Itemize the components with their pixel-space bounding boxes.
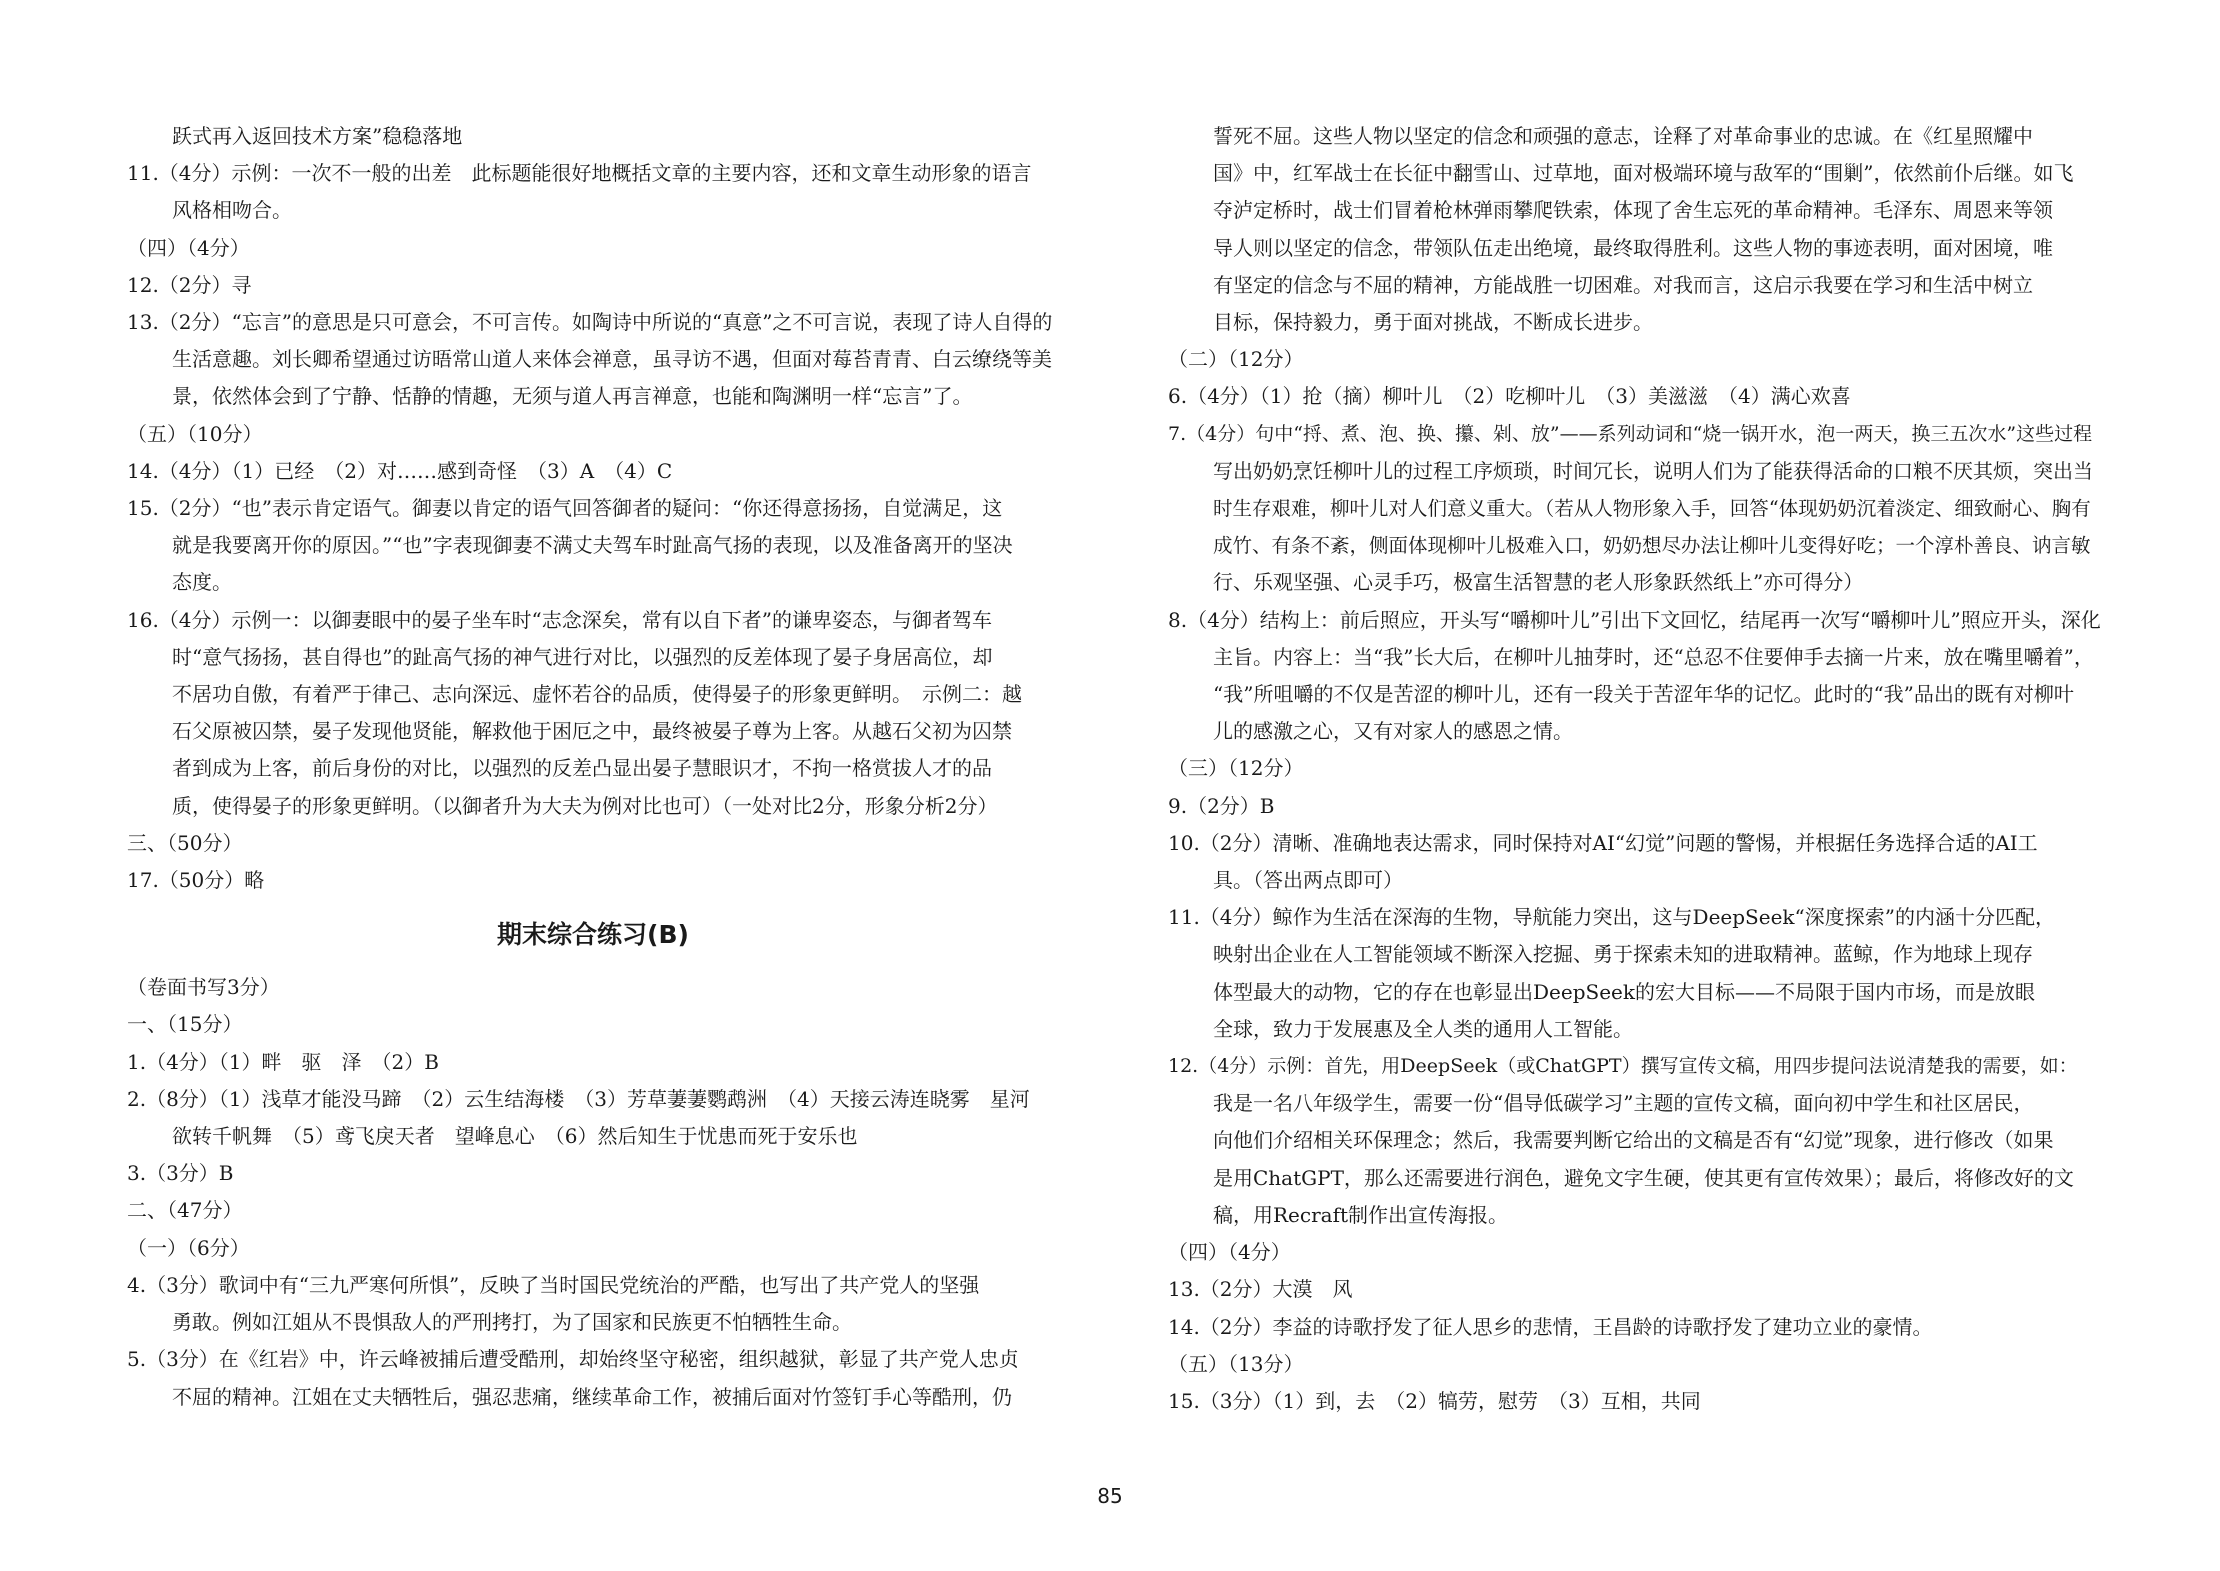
text-line: 12.（2分）寻: [127, 272, 252, 297]
text-line: 11.（4分）鲸作为生活在深海的生物，导航能力突出，这与DeepSeek“深度探索”的内涵十分匹配，: [1168, 905, 2055, 930]
text-line: 不居功自傲，有着严于律己、志向深远、虚怀若谷的品质，使得晏子的形象更鲜明。 示例二：越: [172, 682, 1022, 707]
text-line: （卷面书写3分）: [127, 975, 280, 1000]
text-line: 者到成为上客，前后身份的对比，以强烈的反差凸显出晏子慧眼识才，不拘一格赏拔人才的品: [172, 756, 992, 781]
text-line: 态度。: [172, 570, 232, 595]
text-line: 誓死不屈。这些人物以坚定的信念和顽强的意志，诠释了对革命事业的忠诚。在《红星照耀中: [1213, 124, 2033, 148]
text-line: 生活意趣。刘长卿希望通过访晤常山道人来体会禅意，虽寻访不遇，但面对莓苔青青、白云缭绕等美: [172, 347, 1052, 372]
text-line: 儿的感激之心，又有对家人的感恩之情。: [1213, 719, 1573, 744]
text-line: 二、（47分）: [127, 1198, 243, 1223]
text-line: 映射出企业在人工智能领域不断深入挖掘、勇于探索未知的进取精神。蓝鲸，作为地球上现存: [1213, 942, 2033, 967]
text-line: 9.（2分）B: [1168, 793, 1275, 818]
text-line: （五）（13分）: [1168, 1351, 1304, 1376]
text-line: 14.（2分）李益的诗歌抒发了征人思乡的悲情，王昌龄的诗歌抒发了建功立业的豪情。: [1168, 1314, 1933, 1339]
text-line: 全球，致力于发展惠及全人类的通用人工智能。: [1213, 1016, 1633, 1041]
text-line: 13.（2分）“忘言”的意思是只可意会，不可言传。如陶诗中所说的“真意”之不可言说，表现了诗人自得的: [127, 310, 1053, 335]
left-column: [127, 118, 1059, 1416]
text-line: 有坚定的信念与不屈的精神，方能战胜一切困难。对我而言，这启示我要在学习和生活中树立: [1213, 272, 2033, 297]
text-line: 15.（3分）（1）到，去 （2）犒劳，慰劳 （3）互相，共同: [1168, 1388, 1701, 1413]
text-line: 12.（4分）示例：首先，用DeepSeek（或ChatGPT）撰写宣传文稿，用四步提问法说清楚我的需要，如：: [1168, 1055, 2078, 1078]
text-line: 2.（8分）（1）浅草才能没马蹄 （2）云生结海楼 （3）芳草萋萋鹦鹉洲 （4）天接云涛连晓雾 星河: [127, 1086, 1030, 1111]
text-line: 具。（答出两点即可）: [1213, 868, 1403, 893]
text-line: （一）（6分）: [127, 1235, 250, 1260]
text-line: 11.（4分）示例：一次不一般的出差 此标题能很好地概括文章的主要内容，还和文章生动形象的语言: [127, 161, 1032, 186]
text-line: （三）（12分）: [1168, 756, 1304, 781]
text-line: 目标，保持毅力，勇于面对挑战，不断成长进步。: [1213, 310, 1653, 335]
page-number: 85: [1097, 1484, 1123, 1508]
text-line: 7.（4分）句中“捋、煮、泡、换、攥、剁、放”——系列动词和“烧一锅开水，泡一两天，换三五次水”这些过程: [1168, 422, 2093, 445]
text-line: 三、（50分）: [127, 830, 243, 855]
text-line: 稿，用Recraft制作出宣传海报。: [1213, 1202, 1509, 1227]
text-line: 成竹、有条不紊，侧面体现柳叶儿极难入口，奶奶想尽办法让柳叶儿变得好吃；一个淳朴善良、讷言敏: [1213, 534, 2091, 558]
text-line: 就是我要离开你的原因。”“也”字表现御妻不满丈夫驾车时趾高气扬的表现，以及准备离开的坚决: [172, 533, 1013, 558]
text-line: 勇敢。例如江姐从不畏惧敌人的严刑拷打，为了国家和民族更不怕牺牲生命。: [172, 1310, 852, 1335]
text-line: 5.（3分）在《红岩》中，许云峰被捕后遭受酷刑，却始终坚守秘密，组织越狱，彰显了共产党人忠贞: [127, 1347, 1019, 1372]
text-line: 夺泸定桥时，战士们冒着枪林弹雨攀爬铁索，体现了舍生忘死的革命精神。毛泽东、周恩来等领: [1213, 198, 2053, 223]
text-line: 行、乐观坚强、心灵手巧，极富生活智慧的老人形象跃然纸上”亦可得分）: [1213, 570, 1864, 595]
text-line: 4.（3分）歌词中有“三九严寒何所惧”，反映了当时国民党统治的严酷，也写出了共产党人的坚强: [127, 1272, 980, 1297]
text-line: 16.（4分）示例一：以御妻眼中的晏子坐车时“志念深矣，常有以自下者”的谦卑姿态，与御者驾车: [127, 607, 992, 632]
left-lines-before-title: [127, 118, 1059, 899]
text-line: 3.（3分）B: [127, 1161, 234, 1186]
text-line: 不屈的精神。江姐在丈夫牺牲后，强忍悲痛，继续革命工作，被捕后面对竹签钉手心等酷刑，仍: [172, 1384, 1012, 1409]
right-column: [1168, 118, 2100, 1420]
text-line: 15.（2分）“也”表示肯定语气。御妻以肯定的语气回答御者的疑问：“你还得意扬扬，自觉满足，这: [127, 496, 1003, 521]
text-line: 1.（4分）（1）畔 驱 泽 （2）B: [127, 1049, 439, 1074]
text-line: 主旨。内容上：当“我”长大后，在柳叶儿抽芽时，还“总忍不住要伸手去摘一片来，放在嘴里嚼着”，: [1213, 644, 2094, 669]
text-line: 10.（2分）清晰、准确地表达需求，同时保持对AI“幻觉”问题的警惕，并根据任务选择合适的AI工: [1168, 830, 2038, 855]
text-line: 质，使得晏子的形象更鲜明。（以御者升为大夫为例对比也可）（一处对比2分，形象分析2分）: [172, 793, 998, 818]
text-line: 17.（50分）略: [127, 868, 265, 893]
text-line: 跃式再入返回技术方案”稳稳落地: [172, 124, 463, 148]
text-line: 14.（4分）（1）已经 （2）对……感到奇怪 （3）A （4）C: [127, 458, 673, 483]
text-line: 国》中，红军战士在长征中翻雪山、过草地，面对极端环境与敌军的“围剿”，依然前仆后继。如飞: [1213, 161, 2074, 186]
left-lines-after-title: [127, 969, 1059, 1415]
text-line: 时“意气扬扬，甚自得也”的趾高气扬的神气进行对比，以强烈的反差体现了晏子身居高位，却: [172, 644, 993, 669]
text-line: 欲转千帆舞 （5）鸢飞戾天者 望峰息心 （6）然后知生于忧患而死于安乐也: [172, 1124, 858, 1149]
text-line: 6.（4分）（1）抢（摘）柳叶儿 （2）吃柳叶儿 （3）美滋滋 （4）满心欢喜: [1168, 384, 1851, 409]
text-line: 13.（2分）大漠 风: [1168, 1277, 1353, 1302]
text-line: 一、（15分）: [127, 1012, 243, 1037]
section-title: 期末综合练习(B): [497, 920, 689, 950]
text-line: 体型最大的动物，它的存在也彰显出DeepSeek的宏大目标——不局限于国内市场，而是放眼: [1213, 979, 2036, 1004]
text-line: 导人则以坚定的信念，带领队伍走出绝境，最终取得胜利。这些人物的事迹表明，面对困境，唯: [1213, 235, 2053, 260]
right-lines: [1168, 118, 2100, 1420]
text-line: 风格相吻合。: [172, 198, 292, 223]
text-line: （二）（12分）: [1168, 347, 1304, 372]
text-line: 向他们介绍相关环保理念；然后，我需要判断它给出的文稿是否有“幻觉”现象，进行修改（如果: [1213, 1128, 2054, 1153]
text-line: 我是一名八年级学生，需要一份“倡导低碳学习”主题的宣传文稿，面向初中学生和社区居民，: [1213, 1091, 2034, 1116]
text-line: （五）（10分）: [127, 421, 263, 446]
text-line: （四）（4分）: [1168, 1240, 1291, 1265]
text-line: 景，依然体会到了宁静、恬静的情趣，无须与道人再言禅意，也能和陶渊明一样“忘言”了。: [172, 384, 973, 409]
text-line: 是用ChatGPT，那么还需要进行润色，避免文字生硬，使其更有宣传效果）；最后，将修改好的文: [1213, 1165, 2074, 1190]
text-line: “我”所咀嚼的不仅是苦涩的柳叶儿，还有一段关于苦涩年华的记忆。此时的“我”品出的既有对柳叶: [1213, 682, 2074, 707]
text-line: 石父原被囚禁，晏子发现他贤能，解救他于困厄之中，最终被晏子尊为上客。从越石父初为囚禁: [172, 719, 1012, 744]
text-line: 时生存艰难，柳叶儿对人们意义重大。（若从人物形象入手，回答“体现奶奶沉着淡定、细致耐心、胸有: [1213, 497, 2091, 521]
text-line: （四）（4分）: [127, 235, 250, 260]
text-line: 8.（4分）结构上：前后照应，开头写“嚼柳叶儿”引出下文回忆，结尾再一次写“嚼柳叶儿”照应开头，深化: [1168, 607, 2101, 632]
text-line: 写出奶奶烹饪柳叶儿的过程工序烦琐，时间冗长，说明人们为了能获得活命的口粮不厌其烦，突出当: [1213, 458, 2093, 483]
